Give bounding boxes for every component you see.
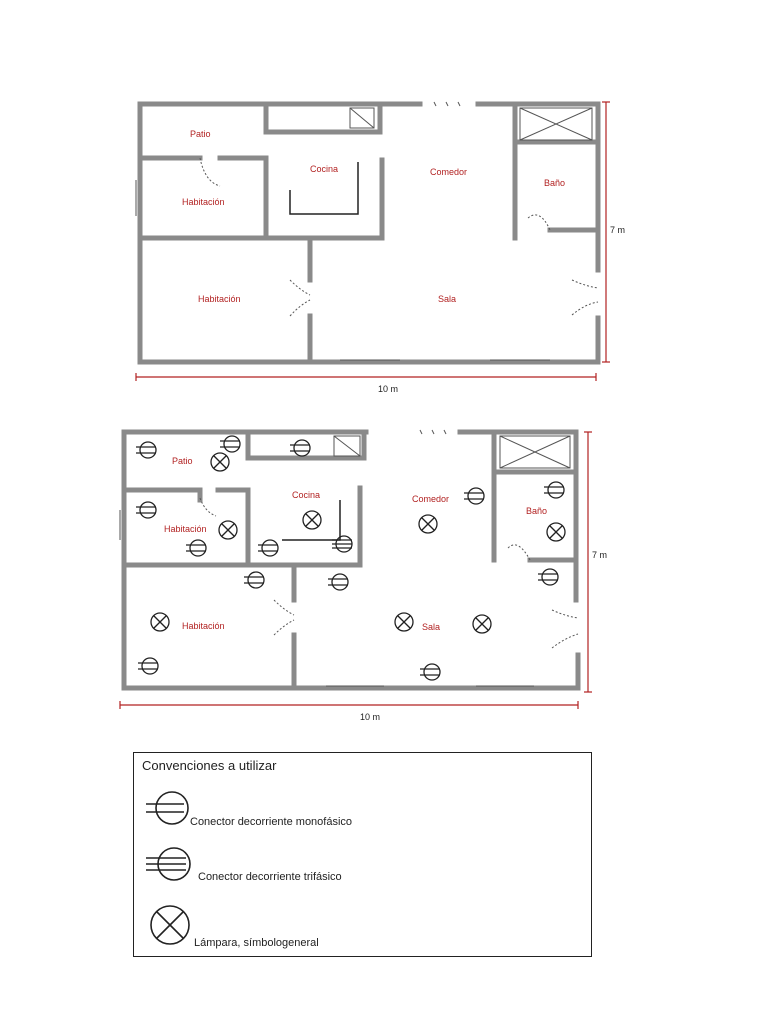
dimension-height-label: 7 m xyxy=(592,550,608,560)
single-phase-outlet-icon xyxy=(420,664,440,680)
room-label-habitacion-large: Habitación xyxy=(198,294,241,304)
lamp-icon xyxy=(473,615,491,633)
single-phase-outlet-icon xyxy=(138,658,158,674)
lamp-icon xyxy=(148,903,192,947)
room-label-sala: Sala xyxy=(438,294,457,304)
dimension-width-label: 10 m xyxy=(360,712,381,722)
lamp-icon xyxy=(419,515,437,533)
lamp-icon xyxy=(547,523,565,541)
walls xyxy=(124,432,578,688)
lamp-icon xyxy=(303,511,321,529)
legend-label-three-phase: Conector decorriente trifásico xyxy=(198,871,342,883)
single-phase-outlet-icon xyxy=(328,574,348,590)
door-arcs xyxy=(200,498,578,648)
window-markers xyxy=(136,102,550,360)
room-label-patio: Patio xyxy=(190,129,211,139)
lamp-icon xyxy=(395,613,413,631)
walls xyxy=(140,104,598,362)
single-phase-outlet-icon xyxy=(186,540,206,556)
dimension-width-label: 10 m xyxy=(378,384,399,394)
single-phase-outlet-icon xyxy=(136,442,156,458)
legend-label-lamp: Lámpara, símbologeneral xyxy=(194,937,319,949)
room-label-comedor: Comedor xyxy=(412,494,450,504)
legend-box xyxy=(133,752,592,957)
room-label-habitacion-small: Habitación xyxy=(182,197,225,207)
room-label-sala: Sala xyxy=(422,622,441,632)
single-phase-outlet-icon xyxy=(258,540,278,556)
legend-title: Convenciones a utilizar xyxy=(142,758,277,773)
single-phase-outlet-icon xyxy=(538,569,558,585)
single-phase-outlet-icon xyxy=(136,502,156,518)
single-phase-outlet-icon xyxy=(244,572,264,588)
dimension-height-label: 7 m xyxy=(610,225,626,235)
lamp-icon xyxy=(219,521,237,539)
room-label-bano: Baño xyxy=(526,506,548,516)
shower-box xyxy=(520,108,592,140)
single-phase-outlet-icon xyxy=(290,440,310,456)
three-phase-outlet-icon xyxy=(332,536,352,552)
storage-box xyxy=(350,108,374,128)
room-label-bano: Baño xyxy=(544,178,566,188)
storage-box xyxy=(334,436,360,456)
lamp-icon xyxy=(151,613,169,631)
three-phase-outlet-icon xyxy=(144,845,194,885)
room-label-patio: Patio xyxy=(172,456,193,466)
floor-plan-base xyxy=(0,90,768,400)
single-phase-outlet-icon xyxy=(220,436,240,452)
shower-box xyxy=(500,436,570,468)
single-phase-outlet-icon xyxy=(464,488,484,504)
room-label-habitacion-small: Habitación xyxy=(164,524,207,534)
room-label-cocina: Cocina xyxy=(292,490,321,500)
room-label-comedor: Comedor xyxy=(430,167,468,177)
window-markers xyxy=(120,430,534,686)
lamp-icon xyxy=(211,453,229,471)
single-phase-outlet-icon xyxy=(544,482,564,498)
single-phase-outlet-icon xyxy=(144,789,190,829)
floor-plan-electrical xyxy=(0,420,768,730)
kitchen-counter xyxy=(282,500,340,540)
room-label-cocina: Cocina xyxy=(310,164,339,174)
room-label-habitacion-large: Habitación xyxy=(182,621,225,631)
legend-label-single-phase: Conector decorriente monofásico xyxy=(190,816,353,828)
